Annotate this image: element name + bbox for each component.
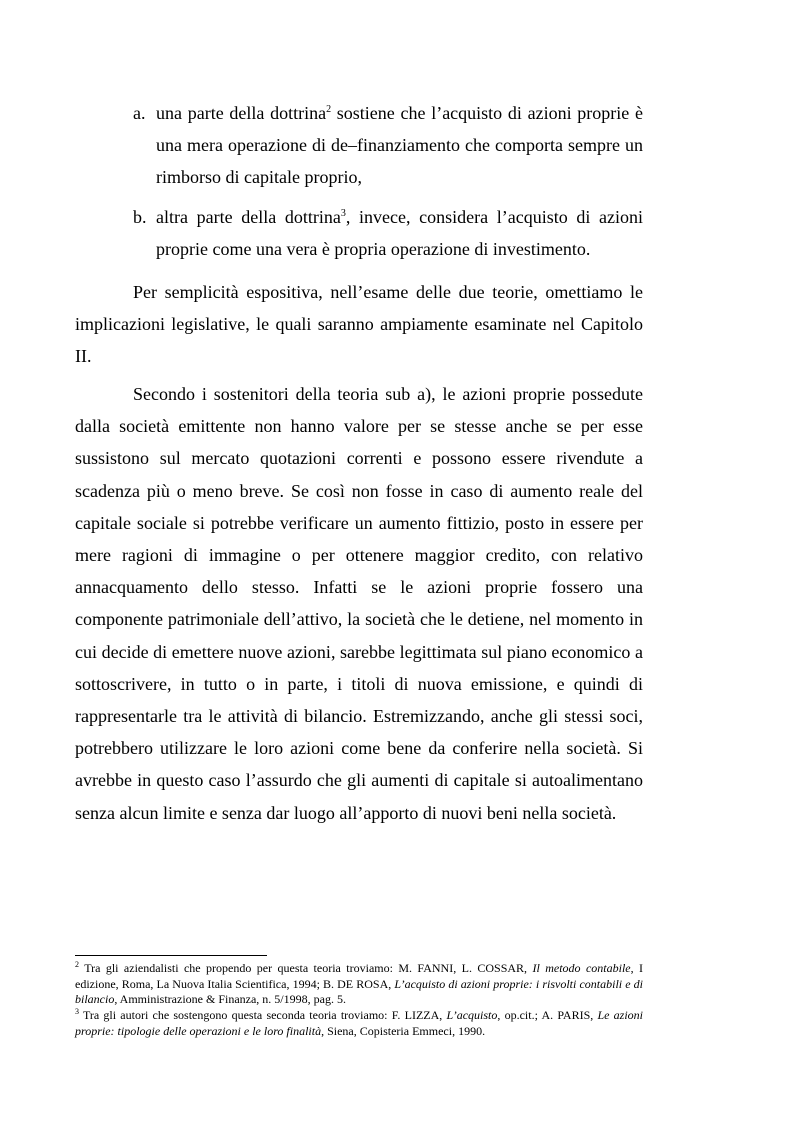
footnote-number: 2 — [75, 960, 79, 969]
paragraph: Per semplicità espositiva, nell’esame delle due teorie, omettiamo le implicazioni legislative, le quali saranno ampiamente esaminate nel Capitolo II. — [75, 282, 643, 367]
footnote-ref[interactable]: 2 — [326, 104, 332, 115]
footnote-title: L’acquisto di azioni proprie: i risvolti contabili e di bilancio — [75, 976, 643, 1006]
list-item — [133, 97, 643, 193]
footnote-title: Le azioni proprie: tipologie delle operazioni e le loro finalità — [75, 1008, 644, 1038]
footnote-title: Il metodo contabile — [532, 961, 631, 975]
footnote-text: , Siena, Copisteria Emmeci, 1990. — [321, 1023, 486, 1038]
footnote-number: 3 — [75, 1007, 79, 1016]
paragraph: Secondo i sostenitori della teoria sub a), le azioni proprie possedute dalla società emittente non hanno valore per se stesse anche se per esse sussistono sul mercato quotazioni correnti e possono essere rivendute a scadenza più o meno breve. Se così non fosse in caso di aumento reale del capitale sociale si potrebbe verificare un aumento fittizio, posto in essere per mere ragioni di immagine o per ottenere maggior credito, con relativo annacquamento dello stesso. Infatti se le azioni proprie fossero una componente patrimoniale dell’attivo, la società che le detiene, nel momento in cui decide di emettere nuove azioni, sarebbe legittimata sul piano economico a sottoscrivere, in tutto o in parte, i titoli di nuova emissione, e quindi di rappresentarle tra le attività di bilancio. Estremizzando, anche gli stessi soci, potrebbero utilizzare le loro azioni come bene da conferire nella società. Si avrebbe in questo caso l’assurdo che gli aumenti di capitale si autoalimentano senza alcun limite e senza dar luogo all’apporto di nuovi beni nella società. — [75, 384, 643, 823]
footnote-text: Tra gli aziendalisti che propendo per questa teoria troviamo: M. FANNI, L. COSSAR, — [79, 961, 533, 975]
footnote-divider — [75, 955, 267, 956]
list-text: sostiene che l’acquisto di azioni proprie è una mera operazione di de–finanziamento che comporta sempre un rimborso di capitale proprio, — [156, 103, 643, 187]
list-item — [133, 201, 643, 265]
footnote-text: , I edizione, Roma, La Nuova Italia Scientifica, 1994; B. DE ROSA, — [75, 961, 644, 991]
footnote — [75, 1008, 643, 1039]
footnote-title: L’acquisto — [446, 1008, 498, 1022]
list-text: , invece, considera l’acquisto di azioni proprie come una vera è propria operazione di investimento. — [156, 207, 643, 259]
theory-list — [133, 97, 643, 273]
footnote — [75, 961, 643, 1008]
list-marker: b. — [133, 207, 147, 227]
list-marker: a. — [133, 103, 146, 123]
footnote-ref[interactable]: 3 — [340, 208, 346, 219]
footnote-text: Tra gli autori che sostengono questa seconda teoria troviamo: F. LIZZA, — [79, 1008, 447, 1022]
list-text: altra parte della dottrina — [156, 207, 341, 227]
footnote-text: , op.cit.; A. PARIS, — [497, 1008, 598, 1022]
footnote-text: , Amministrazione & Finanza, n. 5/1998, pag. 5. — [114, 992, 346, 1006]
list-text: una parte della dottrina — [156, 103, 327, 123]
